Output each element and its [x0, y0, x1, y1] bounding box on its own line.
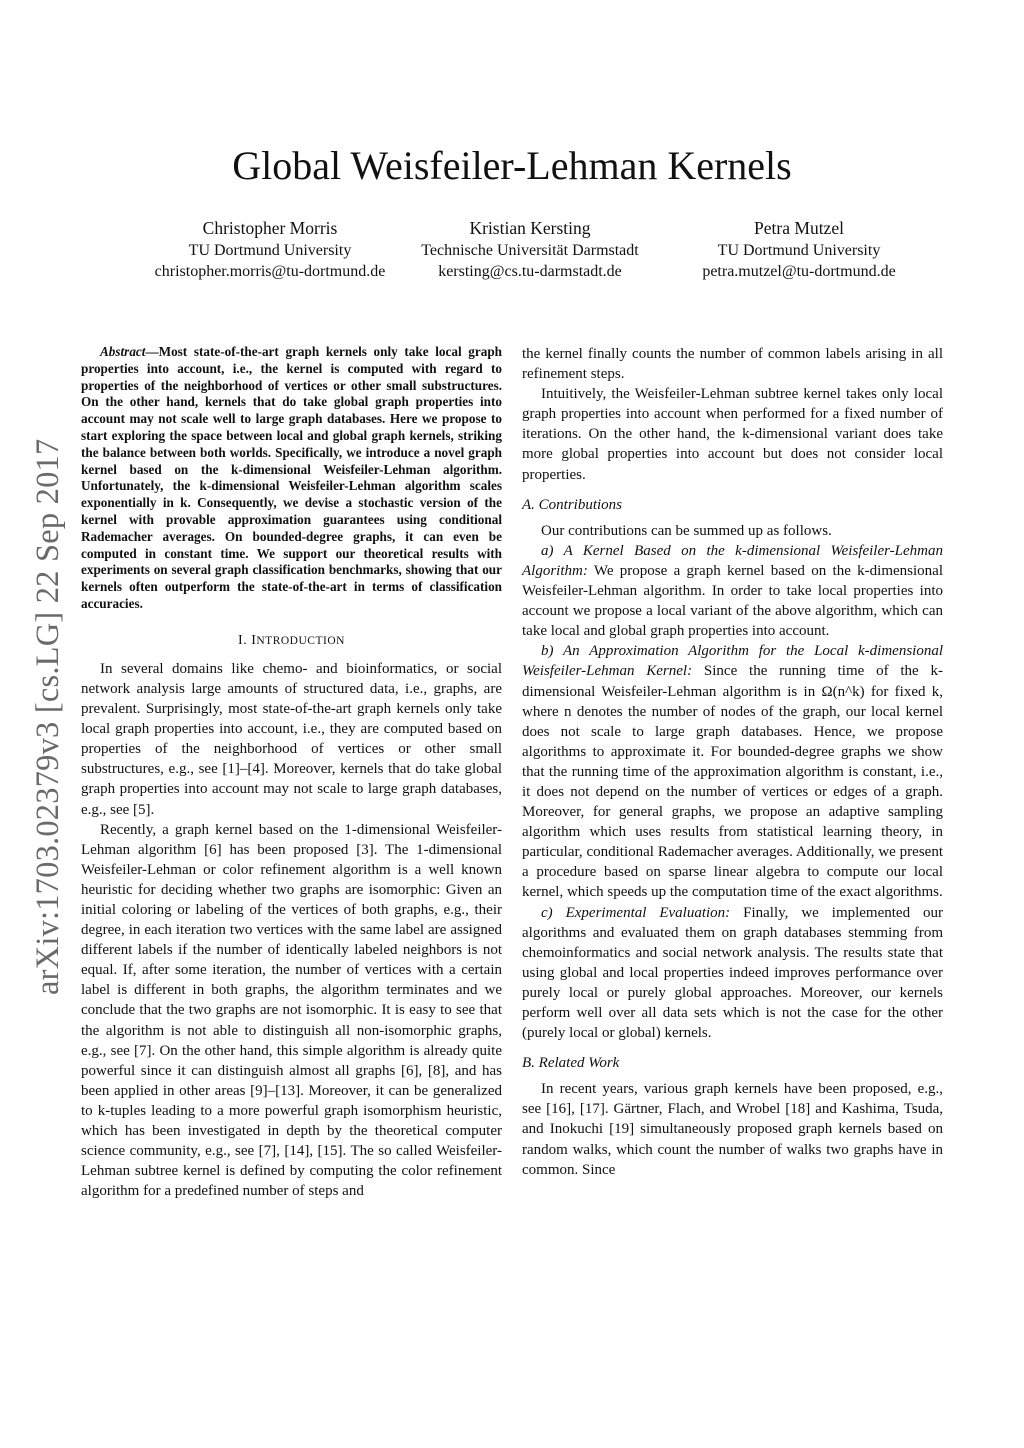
author-block: [380, 216, 680, 282]
author-email: kersting@cs.tu-darmstadt.de: [438, 263, 622, 280]
section-heading-introduction: [81, 631, 502, 651]
contribution-c-title: c) Experimental Evaluation:: [541, 904, 731, 921]
author-block: [649, 216, 949, 282]
related-paragraph-1: In recent years, various graph kernels have been proposed, e.g., see [16], [17]. Gärtner, Flach, and Wrobel [18] and Kashima, Tsuda, and Inokuchi [19] simultaneously proposed graph kernels based on random walks, which count the number of walks two graphs have in common. Since: [522, 1081, 943, 1178]
author-name: Petra Mutzel: [754, 218, 844, 238]
abstract-label: Abstract: [100, 344, 146, 359]
subsection-heading-contributions: A. Contributions: [522, 496, 623, 513]
contribution-c: [522, 903, 943, 1044]
arxiv-identifier: arXiv:1703.02379v3 [cs.LG] 22 Sep 2017: [30, 438, 66, 995]
intro-paragraph-4: Intuitively, the Weisfeiler-Lehman subtree kernel takes only local graph properties into account when performed for a fixed number of iterations. On the other hand, the k-dimensional variant does take more global properties into account but does not consider local properties.: [522, 386, 943, 483]
abstract: [81, 344, 502, 613]
author-affiliation: TU Dortmund University: [188, 242, 352, 259]
contribution-c-text: Finally, we implemented our algorithms and evaluated them on graph databases stemming from chemoinformatics and social network analysis. The results state that using global and local properties indeed improves performance over purely local or purely global approaches. Moreover, our kernels perform well over all data sets which is not the case for the other (purely local or global) kernels.: [522, 904, 944, 1042]
author-affiliation: Technische Universität Darmstadt: [421, 242, 639, 259]
section-title: NTRODUCTION: [256, 634, 345, 647]
contribution-b: [522, 641, 943, 902]
intro-paragraph-3: the kernel finally counts the number of common labels arising in all refinement steps.: [522, 346, 943, 383]
contributions-intro: Our contributions can be summed up as follows.: [541, 522, 832, 539]
left-column: [81, 344, 502, 1201]
author-affiliation: TU Dortmund University: [717, 242, 881, 259]
section-number: I. I: [238, 632, 257, 648]
contribution-a-title: a) A Kernel Based on the k-dimensional Weisfeiler-Lehman Algorithm:: [522, 542, 943, 579]
intro-paragraph-2: Recently, a graph kernel based on the 1-dimensional Weisfeiler-Lehman algorithm [6] has been proposed [3]. The 1-dimensional Weisfeiler-Lehman or color refinement algorithm is a well known heuristic for deciding whether two graphs are isomorphic: Given an initial coloring or labeling of the vertices of both graphs, e.g., their degree, in each iteration two vertices with the same label are assigned different labels if the number of identically labeled neighbors is not equal. If, after some iteration, the number of vertices with a certain label is different in both graphs, the algorithm terminates and we conclude that the two graphs are not isomorphic. It is easy to see that the algorithm is not able to distinguish all non-isomorphic graphs, e.g., see [7]. On the other hand, this simple algorithm is already quite powerful since it can distinguish almost all graphs [6], [8], and has been applied in other areas [9]–[13]. Moreover, it can be generalized to k-tuples leading to a more powerful graph isomorphism heuristic, which has been investigated in depth by the theoretical computer science community, e.g., see [7], [14], [15]. The so called Weisfeiler-Lehman subtree kernel is defined by computing the color refinement algorithm for a predefined number of steps and: [81, 821, 502, 1200]
author-name: Kristian Kersting: [469, 218, 591, 238]
author-name: Christopher Morris: [202, 218, 338, 238]
author-email: christopher.morris@tu-dortmund.de: [154, 263, 386, 280]
abstract-text: —Most state-of-the-art graph kernels only take local graph properties into account, i.e., the kernel is computed with regard to properties of the neighborhood of vertices or other small substructures. On the other hand, kernels that do take global graph properties into account may not scale well to large graph databases. Here we propose to start exploring the space between local and global graph kernels, striking the balance between both worlds. Specifically, we introduce a novel graph kernel based on the k-dimensional Weisfeiler-Lehman algorithm. Unfortunately, the k-dimensional Weisfeiler-Lehman algorithm scales exponentially in k. Consequently, we devise a stochastic version of the kernel with provable approximation guarantees using conditional Rademacher averages. On bounded-degree graphs, it can even be computed in constant time. We support our theoretical results with experiments on several graph classification benchmarks, showing that our kernels often outperform the state-of-the-art in terms of classification accuracies.: [81, 344, 502, 611]
contribution-a-text: We propose a graph kernel based on the k-dimensional Weisfeiler-Lehman algorithm. In order to take local properties into account we propose a local variant of the above algorithm, which can take local and global graph properties into account.: [522, 562, 943, 640]
author-email: petra.mutzel@tu-dortmund.de: [702, 263, 896, 280]
subsection-heading-related-work: B. Related Work: [522, 1055, 620, 1072]
contribution-b-text: Since the running time of the k-dimensional Weisfeiler-Lehman algorithm is in Ω(n^k) for fixed k, where n denotes the number of nodes of the graph, our local kernel does not scale to large graph databases. Hence, we propose algorithms to approximate it. For bounded-degree graphs we show that the running time of the approximation algorithm is constant, i.e., it does not depend on the number of vertices or edges of a graph. Moreover, for general graphs, we propose an adaptive sampling algorithm which uses results from statistical learning theory, in particular, conditional Rademacher averages. Additionally, we present a procedure based on sparse linear algebra to compute our local kernel, which speeds up the computation time of the exact algorithms.: [522, 663, 943, 901]
contribution-b-title: b) An Approximation Algorithm for the Local k-dimensional Weisfeiler-Lehman Kernel:: [522, 643, 943, 680]
contribution-a: [522, 541, 943, 641]
right-column: [522, 344, 943, 1180]
intro-paragraph-1: In several domains like chemo- and bioinformatics, or social network analysis large amounts of structured data, i.e., graphs, are prevalent. Surprisingly, most state-of-the-art graph kernels only take local graph properties into account, i.e., they are computed based on properties of the neighborhood of vertices or other small substructures, e.g., see [1]–[4]. Moreover, kernels that do take global graph properties into account may not scale to large graph databases, e.g., see [5].: [81, 660, 502, 818]
author-block: [120, 216, 420, 282]
paper-title: Global Weisfeiler-Lehman Kernels: [232, 143, 792, 188]
